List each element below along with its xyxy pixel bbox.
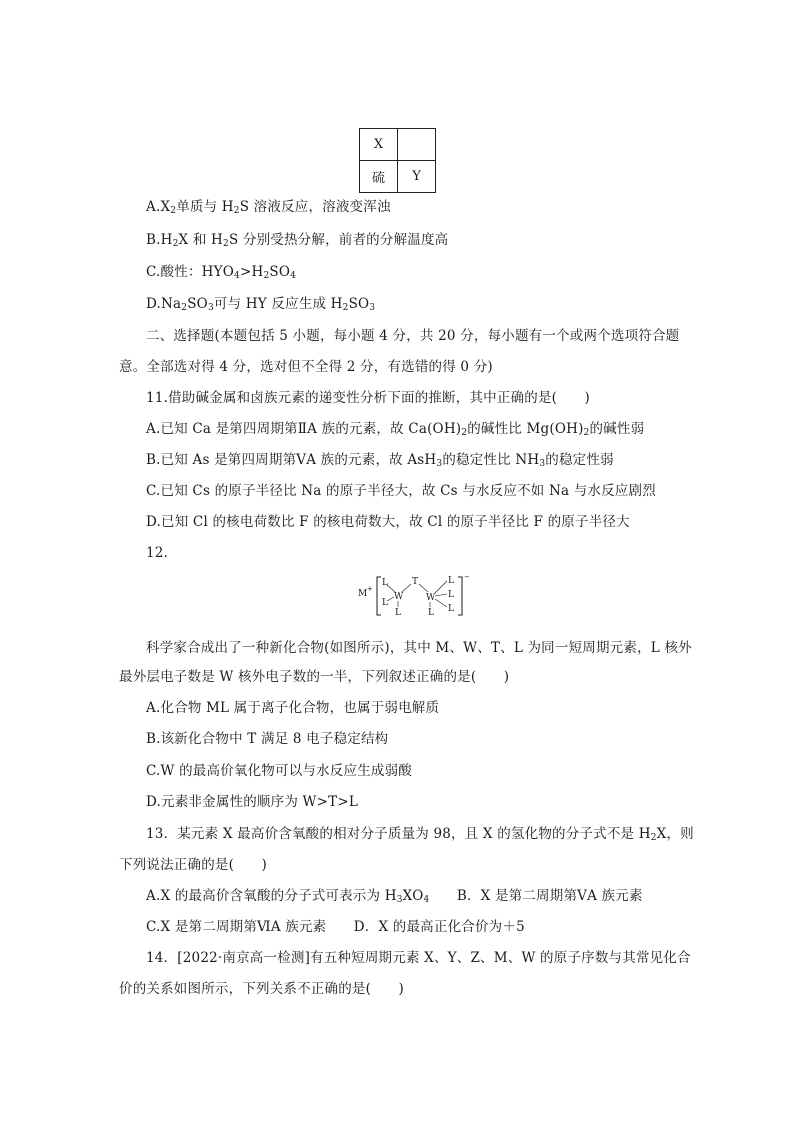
q10-option-b: $B.H_2X$ 和 $H_2S$ 分别受热分解，前者的分解温度高 (146, 232, 449, 249)
q12-option-b: B.该新化合物中 T 满足 8 电子稳定结构 (146, 731, 389, 747)
q10-option-d: $D.Na_2SO_3$可与 HY 反应生成 $H_2SO_3$ (146, 296, 376, 313)
fig-anion-charge: − (464, 573, 470, 581)
fig-l-4: L (448, 576, 454, 586)
q12-option-a: A.化合物 ML 属于离子化合物，也属于弱电解质 (146, 700, 440, 716)
fig-l-5: L (448, 590, 454, 600)
q10-option-c: C.酸性：$HYO_4>H_2SO_4$ (146, 264, 297, 281)
table-cell-sulfur: 硫 (360, 161, 398, 193)
fig-l-2: L (382, 598, 388, 608)
q11-option-c: C.已知 Cs 的原子半径比 Na 的原子半径大，故 Cs 与水反应不如 Na 与水反应剧烈 (146, 483, 656, 499)
q14-stem-line2: 价的关系如图所示，下列关系不正确的是( ) (119, 981, 404, 997)
q10-option-a: $A.X_2$单质与 $H_2S$ 溶液反应，溶液变浑浊 (146, 199, 391, 216)
fig-w-left: W (394, 592, 404, 602)
section-heading-line2: 意。全部选对得 4 分，选对但不全得 2 分，有选错的得 0 分) (119, 359, 493, 375)
table-cell-y: Y (398, 161, 436, 193)
q11-option-a: A.已知 Ca 是第四周期第ⅡA 族的元素，故 $Ca(OH)_2$的碱性比 $Mg(OH)_2$的碱性弱 (146, 421, 645, 438)
q12-number: 12. (146, 545, 169, 561)
fig-l-6: L (448, 604, 454, 614)
fig-l-7: L (428, 608, 434, 618)
q12-stem-line2: 最外层电子数是 W 核外电子数的一半，下列叙述正确的是( ) (119, 669, 510, 685)
table-cell-x: X (360, 129, 398, 161)
q13-options-ab: A.X 的最高价含氧酸的分子式可表示为 $H_3XO_4$ B．X 是第二周期第ⅤA 族元素 (146, 888, 643, 905)
q13-stem-line1: 13．某元素 X 最高价含氧酸的相对分子质量为 98，且 X 的氢化物的分子式不是 $H_2X$，则 (146, 826, 694, 843)
table-cell-empty (398, 129, 436, 161)
q11-option-b: B.已知 As 是第四周期第ⅤA 族的元素，故 AsH$_3$的稳定性比 $NH_3$的稳定性弱 (146, 452, 614, 469)
element-position-table (359, 128, 436, 193)
q12-option-c: C.W 的最高价氧化物可以与水反应生成弱酸 (146, 763, 413, 779)
fig-l-1: L (382, 578, 388, 588)
q12-option-d: D.元素非金属性的顺序为 W>T>L (146, 794, 358, 810)
q13-stem-line2: 下列说法正确的是( ) (119, 857, 267, 873)
fig-t: T (412, 577, 419, 587)
fig-l-3: L (395, 608, 401, 618)
q12-structure-figure (354, 571, 472, 621)
section-heading-line1: 二、选择题(本题包括 5 小题，每小题 4 分，共 20 分，每小题有一个或两个选项符合题 (146, 328, 680, 344)
fig-cation-charge: + (367, 585, 373, 593)
q13-options-cd: C.X 是第二周期第ⅥA 族元素 D．X 的最高正化合价为＋5 (146, 919, 525, 935)
q11-option-d: D.已知 Cl 的核电荷数比 F 的核电荷数大，故 Cl 的原子半径比 F 的原子半径大 (146, 514, 630, 530)
q11-stem: 11.借助碱金属和卤族元素的递变性分析下面的推断，其中正确的是( ) (146, 390, 591, 406)
q14-stem-line1: 14．[2022·南京高一检测]有五种短周期元素 X、Y、Z、M、W 的原子序数与其常见化合 (146, 950, 691, 966)
fig-w-right: W (426, 593, 436, 603)
fig-cation-m: M (358, 589, 368, 599)
q12-stem-line1: 科学家合成出了一种新化合物(如图所示)，其中 M、W、T、L 为同一短周期元素，L 核外 (146, 640, 692, 656)
